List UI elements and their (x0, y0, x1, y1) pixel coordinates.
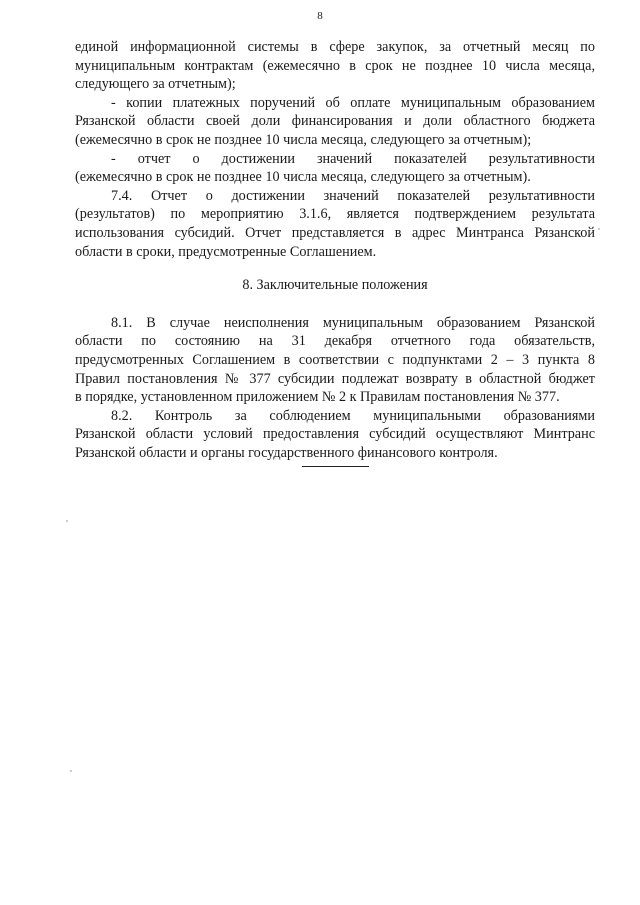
bullet-payments-line: - копии платежных поручений об оплате муниципальным образованием (111, 94, 595, 111)
scan-speck (66, 520, 68, 522)
item-8-1-line: 8.1. В случае неисполнения муниципальным образованием Рязанской (111, 314, 595, 331)
bullet-report-line: (ежемесячно в срок не позднее 10 числа месяца, следующего за отчетным). (75, 169, 531, 186)
item-7-4-line: области в сроки, предусмотренные Соглашением. (75, 243, 377, 260)
item-8-1-line: области по состоянию на 31 декабря отчетного года обязательств, (75, 333, 595, 350)
item-8-2-line: Рязанской области и органы государственного финансового контроля. (75, 444, 498, 461)
item-7-4-line: использования субсидий. Отчет представляется в адрес Минтранса Рязанской (75, 224, 595, 241)
scan-speck (598, 228, 600, 230)
page-number: 8 (317, 10, 323, 22)
section-8-heading: 8. Заключительные положения (242, 277, 428, 294)
item-8-1-line: предусмотренных Соглашением в соответствии с подпунктами 2 – 3 пункта 8 (75, 351, 595, 368)
paragraph-line: единой информационной системы в сфере закупок, за отчетный месяц по (75, 39, 595, 55)
bullet-payments-line: (ежемесячно в срок не позднее 10 числа месяца, следующего за отчетным); (75, 131, 532, 148)
scan-speck (70, 770, 72, 772)
paragraph-line: муниципальным контрактам (ежемесячно в срок не позднее 10 числа месяца, (75, 57, 595, 74)
item-8-1-line: в порядке, установленном приложением № 2 к Правилам постановления № 377. (75, 389, 560, 406)
paragraph-line: следующего за отчетным); (75, 76, 236, 93)
bullet-payments-line: Рязанской области своей доли финансирования и доли областного бюджета (75, 113, 595, 130)
item-8-1-line: Правил постановления № 377 субсидии подлежат возврату в областной бюджет (75, 370, 595, 387)
item-7-4-line: (результатов) по мероприятию 3.1.6, является подтверждением результата (75, 206, 595, 223)
closing-rule (302, 466, 369, 467)
bullet-report-line: - отчет о достижении значений показателей результативности (111, 150, 595, 167)
item-7-4-line: 7.4. Отчет о достижении значений показателей результативности (111, 187, 595, 204)
item-8-2-line: Рязанской области условий предоставления субсидий осуществляют Минтранс (75, 426, 595, 443)
document-body (75, 38, 595, 462)
item-8-2-line: 8.2. Контроль за соблюдением муниципальными образованиями (111, 407, 595, 424)
